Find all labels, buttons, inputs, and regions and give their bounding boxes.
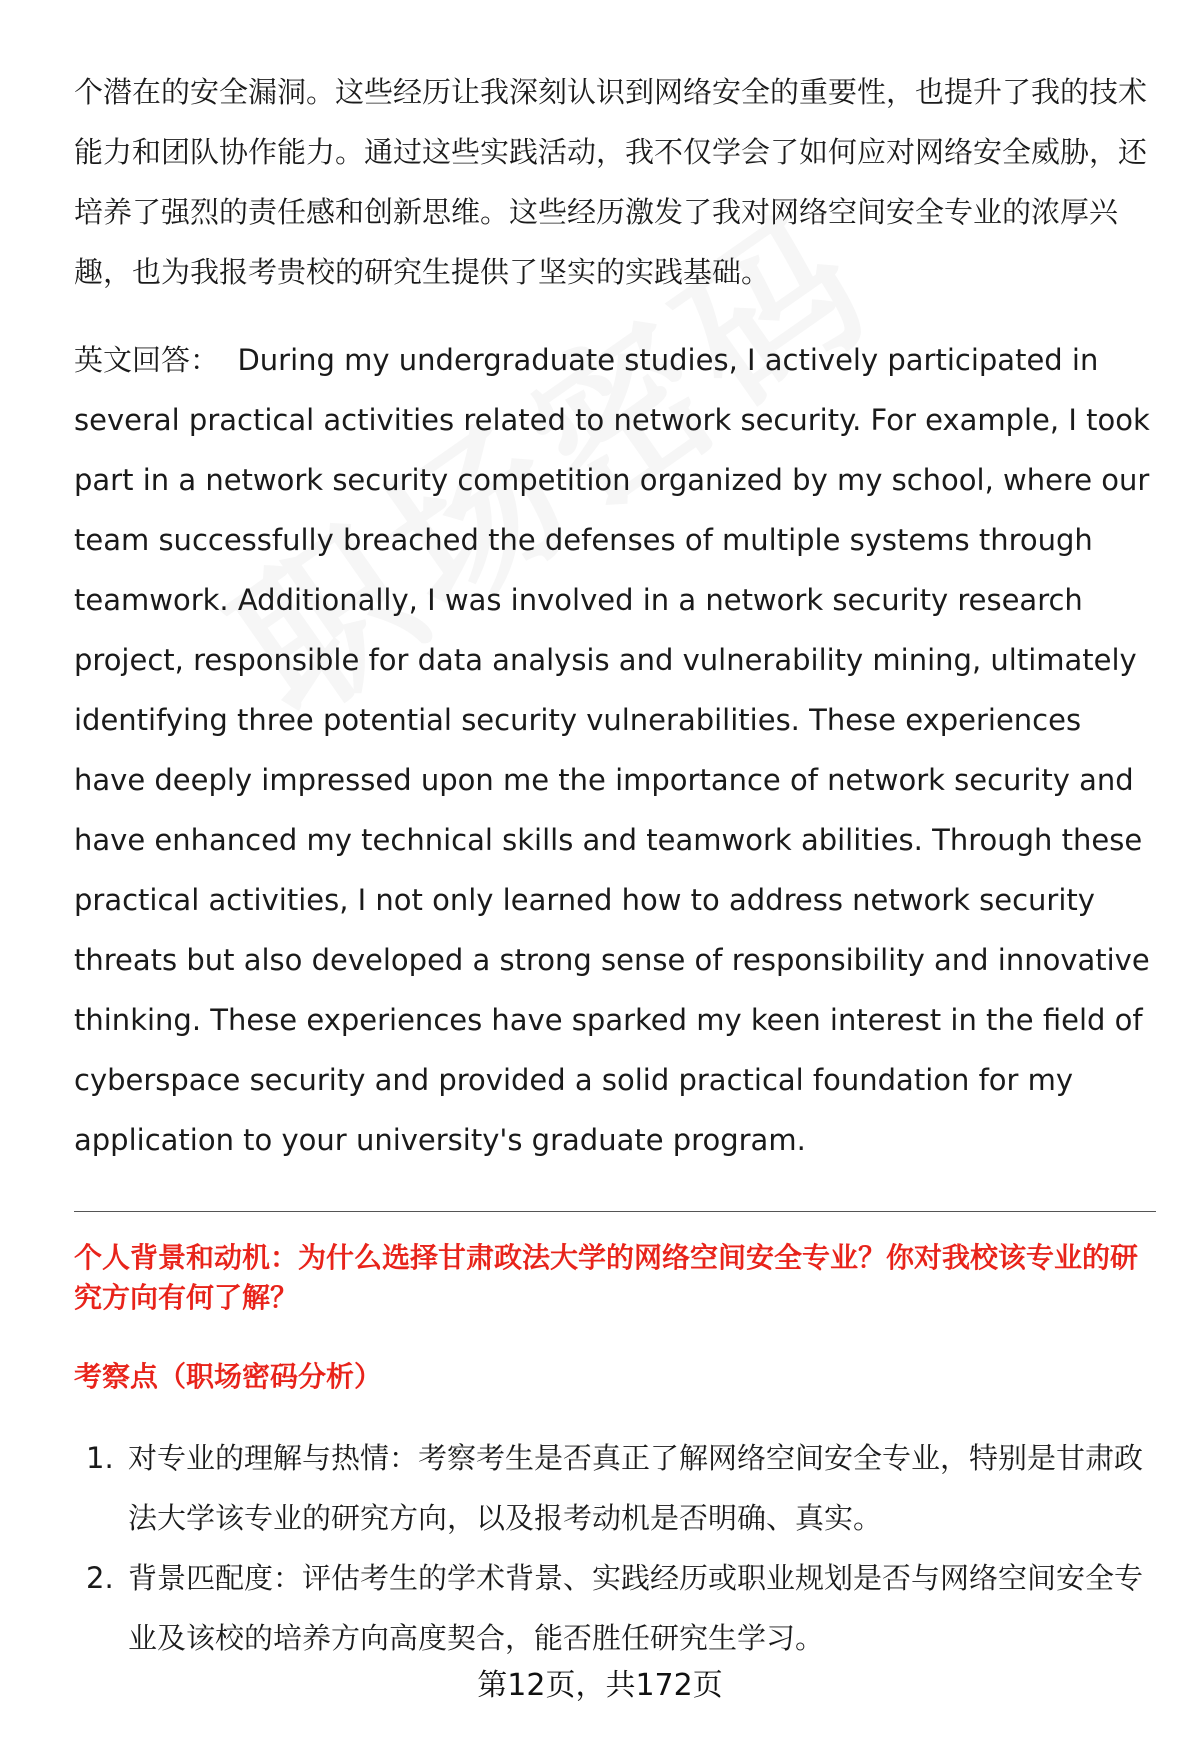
list-number: 1.: [86, 1441, 114, 1475]
english-answer-text: During my undergraduate studies, I actively participated in several practical activities related to network security. For example, I took part in a network security competition organized by my school, where our team successfully breached the defenses of multiple systems through teamwork. Additionally, I was involved in a network security research project, responsible for data analysis and vulnerability mining, ultimately identifying three potential security vulnerabilities. These experiences have deeply impressed upon me the importance of network security and have enhanced my technical skills and teamwork abilities. Through these practical activities, I not only learned how to address network security threats but also developed a strong sense of responsibility and innovative thinking. These experiences have sparked my keen interest in the field of cyberspace security and provided a solid practical foundation for my application to your university's graduate program.: [74, 343, 1150, 1157]
section-divider: [74, 1211, 1156, 1212]
list-number: 2.: [86, 1561, 114, 1595]
focus-points-list: [74, 1428, 1156, 1668]
page-number-footer: 第12页，共172页: [477, 1668, 723, 1703]
question-heading: 个人背景和动机：为什么选择甘肃政法大学的网络空间安全专业？你对我校该专业的研究方向有何了解？: [74, 1241, 1139, 1314]
focus-point-text: 对专业的理解与热情：考察考生是否真正了解网络空间安全专业，特别是甘肃政法大学该专业的研究方向，以及报考动机是否明确、真实。: [128, 1441, 1144, 1535]
focus-point-text: 背景匹配度：评估考生的学术背景、实践经历或职业规划是否与网络空间安全专业及该校的培养方向高度契合，能否胜任研究生学习。: [128, 1561, 1144, 1655]
english-answer-label: 英文回答：: [74, 343, 220, 377]
focus-point-1: [74, 1428, 1156, 1548]
chinese-answer-continuation: 个潜在的安全漏洞。这些经历让我深刻认识到网络安全的重要性，也提升了我的技术能力和团队协作能力。通过这些实践活动，我不仅学会了如何应对网络安全威胁，还培养了强烈的责任感和创新思维。这些经历激发了我对网络空间安全专业的浓厚兴趣，也为我报考贵校的研究生提供了坚实的实践基础。: [74, 75, 1148, 289]
focus-points-heading: 考察点（职场密码分析）: [74, 1360, 383, 1393]
english-answer: [74, 330, 1156, 1170]
focus-point-2: [74, 1548, 1156, 1668]
